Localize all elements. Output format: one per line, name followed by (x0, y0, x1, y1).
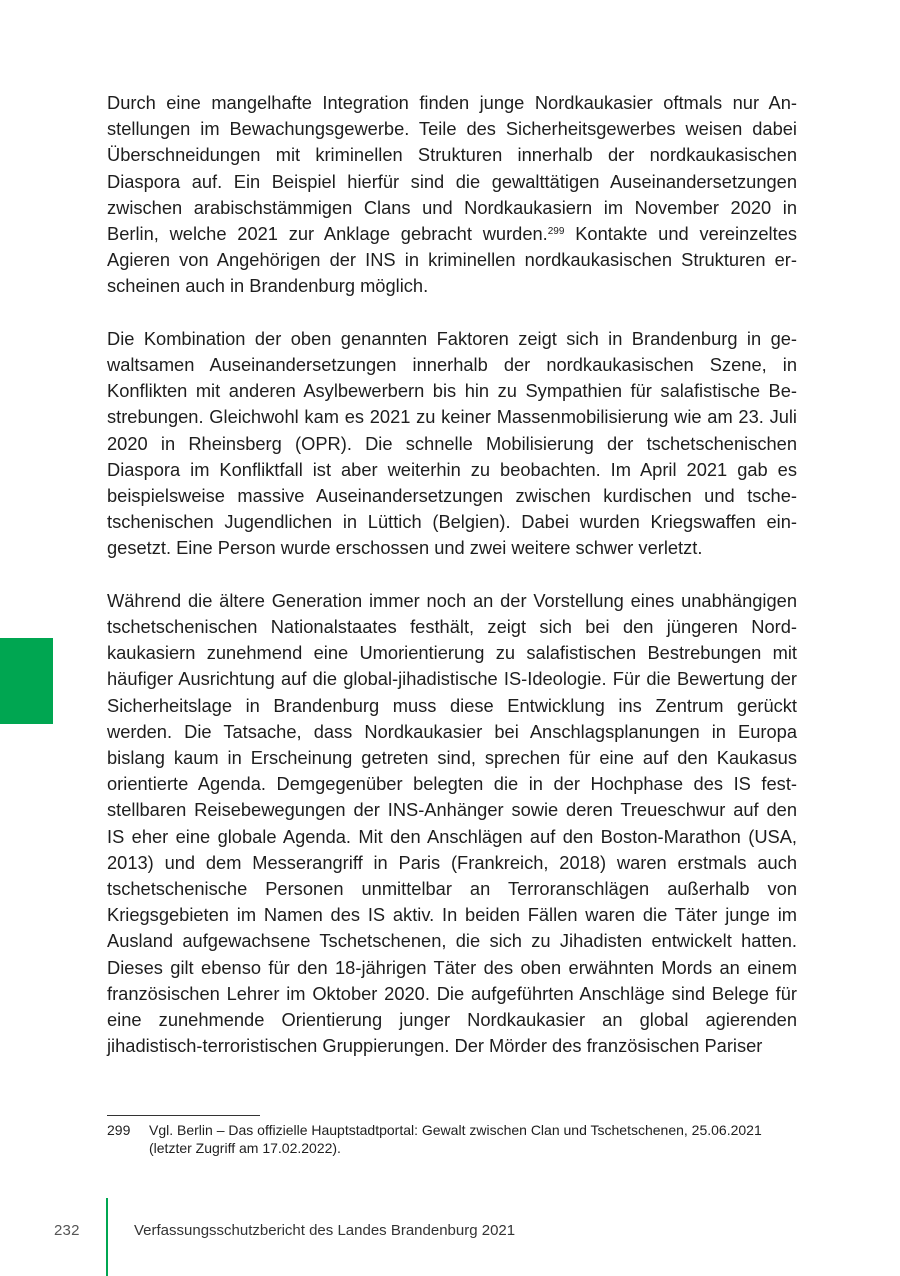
footnote-ref-299: 299 (547, 226, 565, 238)
page-number: 232 (54, 1222, 80, 1239)
paragraph-3: Während die ältere Generation immer noch an der Vorstellung eines unabhängigen tschetschenischen Nationalstaates festhält, zeigt sich bei den jüngeren Nordkaukasiern zunehmend eine Umorientierung zu salafistischen Bestrebungen mit häufiger Ausrichtung auf die global-jihadistische IS-Ideologie. Für die Bewertung der Sicherheitslage in Brandenburg muss diese Entwicklung ins Zentrum gerückt werden. Die Tatsache, dass Nordkaukasier bei Anschlagsplanungen in Europa bislang kaum in Erscheinung getreten sind, sprechen für eine auf den Kaukasus orientierte Agenda. Demgegenüber belegten die in der Hochphase des IS feststellbaren Reisebewegungen der INS-Anhänger sowie deren Treueschwur auf den IS eher eine globale Agenda. Mit den Anschlägen auf den Boston-Marathon (USA, 2013) und dem Messerangriff in Paris (Frankreich, 2018) waren erstmals auch tschetschenische Personen unmittelbar an Terroranschlägen außerhalb von Kriegsgebieten im Namen des IS aktiv. In beiden Fällen waren die Täter junge im Ausland aufgewachsene Tschetschenen, die sich zu Jihadisten entwickelt hatten. Dieses gilt ebenso für den 18-jährigen Täter des oben erwähnten Mords an einem französischen Lehrer im Oktober 2020. Die aufgeführten Anschläge sind Belege für eine zunehmende Orientierung junger Nordkaukasier an global agierenden jihadistisch-terroristischen Gruppierungen. Der Mörder des französischen Pariser (107, 589, 797, 1057)
main-text (107, 90, 797, 1059)
footnote-text: Vgl. Berlin – Das offizielle Hauptstadtportal: Gewalt zwischen Clan und Tschetschenen, 25.06.2021 (letzter Zugriff am 17.02.2022). (149, 1122, 762, 1156)
footnote-number: 299 (107, 1122, 131, 1138)
footer-title: Verfassungsschutzbericht des Landes Brandenburg 2021 (134, 1222, 516, 1239)
chapter-marker-tab (0, 638, 53, 724)
paragraph-1: Durch eine mangelhafte Integration finden junge Nordkaukasier oftmals nur Anstellungen im Bewachungsgewerbe. Teile des Sicherheitsgewerbes weisen dabei Überschneidungen mit kriminellen Strukturen innerhalb der nordkaukasischen Diaspora auf. Ein Beispiel hierfür sind die gewalttätigen Auseinandersetzungen zwischen arabischstämmigen Clans und Nordkaukasiern im November 2020 in Berlin, welche 2021 zur Anklage gebracht wurden.$^{299}$ Kontakte und vereinzeltes Agieren von Angehörigen der INS in kriminellen nordkaukasischen Strukturen erscheinen auch in Brandenburg möglich. (107, 92, 798, 297)
footnote (107, 1121, 797, 1157)
footer-divider (106, 1198, 108, 1276)
paragraph-2: Die Kombination der oben genannten Faktoren zeigt sich in Brandenburg in gewaltsamen Auseinandersetzungen innerhalb der nordkaukasischen Szene, in Konflikten mit anderen Asylbewerbern bis hin zu Sympathien für salafistische Bestrebungen. Gleichwohl kam es 2021 zu keiner Massenmobilisierung wie am 23. Juli 2020 in Rheinsberg (OPR). Die schnelle Mobilisierung der tschetschenischen Diaspora im Konfliktfall ist aber weiterhin zu beobachten. Im April 2021 gab es beispielsweise massive Auseinandersetzungen zwischen kurdischen und tschetschenischen Jugendlichen in Lüttich (Belgien). Dabei wurden Kriegswaffen eingesetzt. Eine Person wurde erschossen und zwei weitere schwer verletzt. (107, 327, 797, 559)
footnote-divider (107, 1115, 260, 1116)
